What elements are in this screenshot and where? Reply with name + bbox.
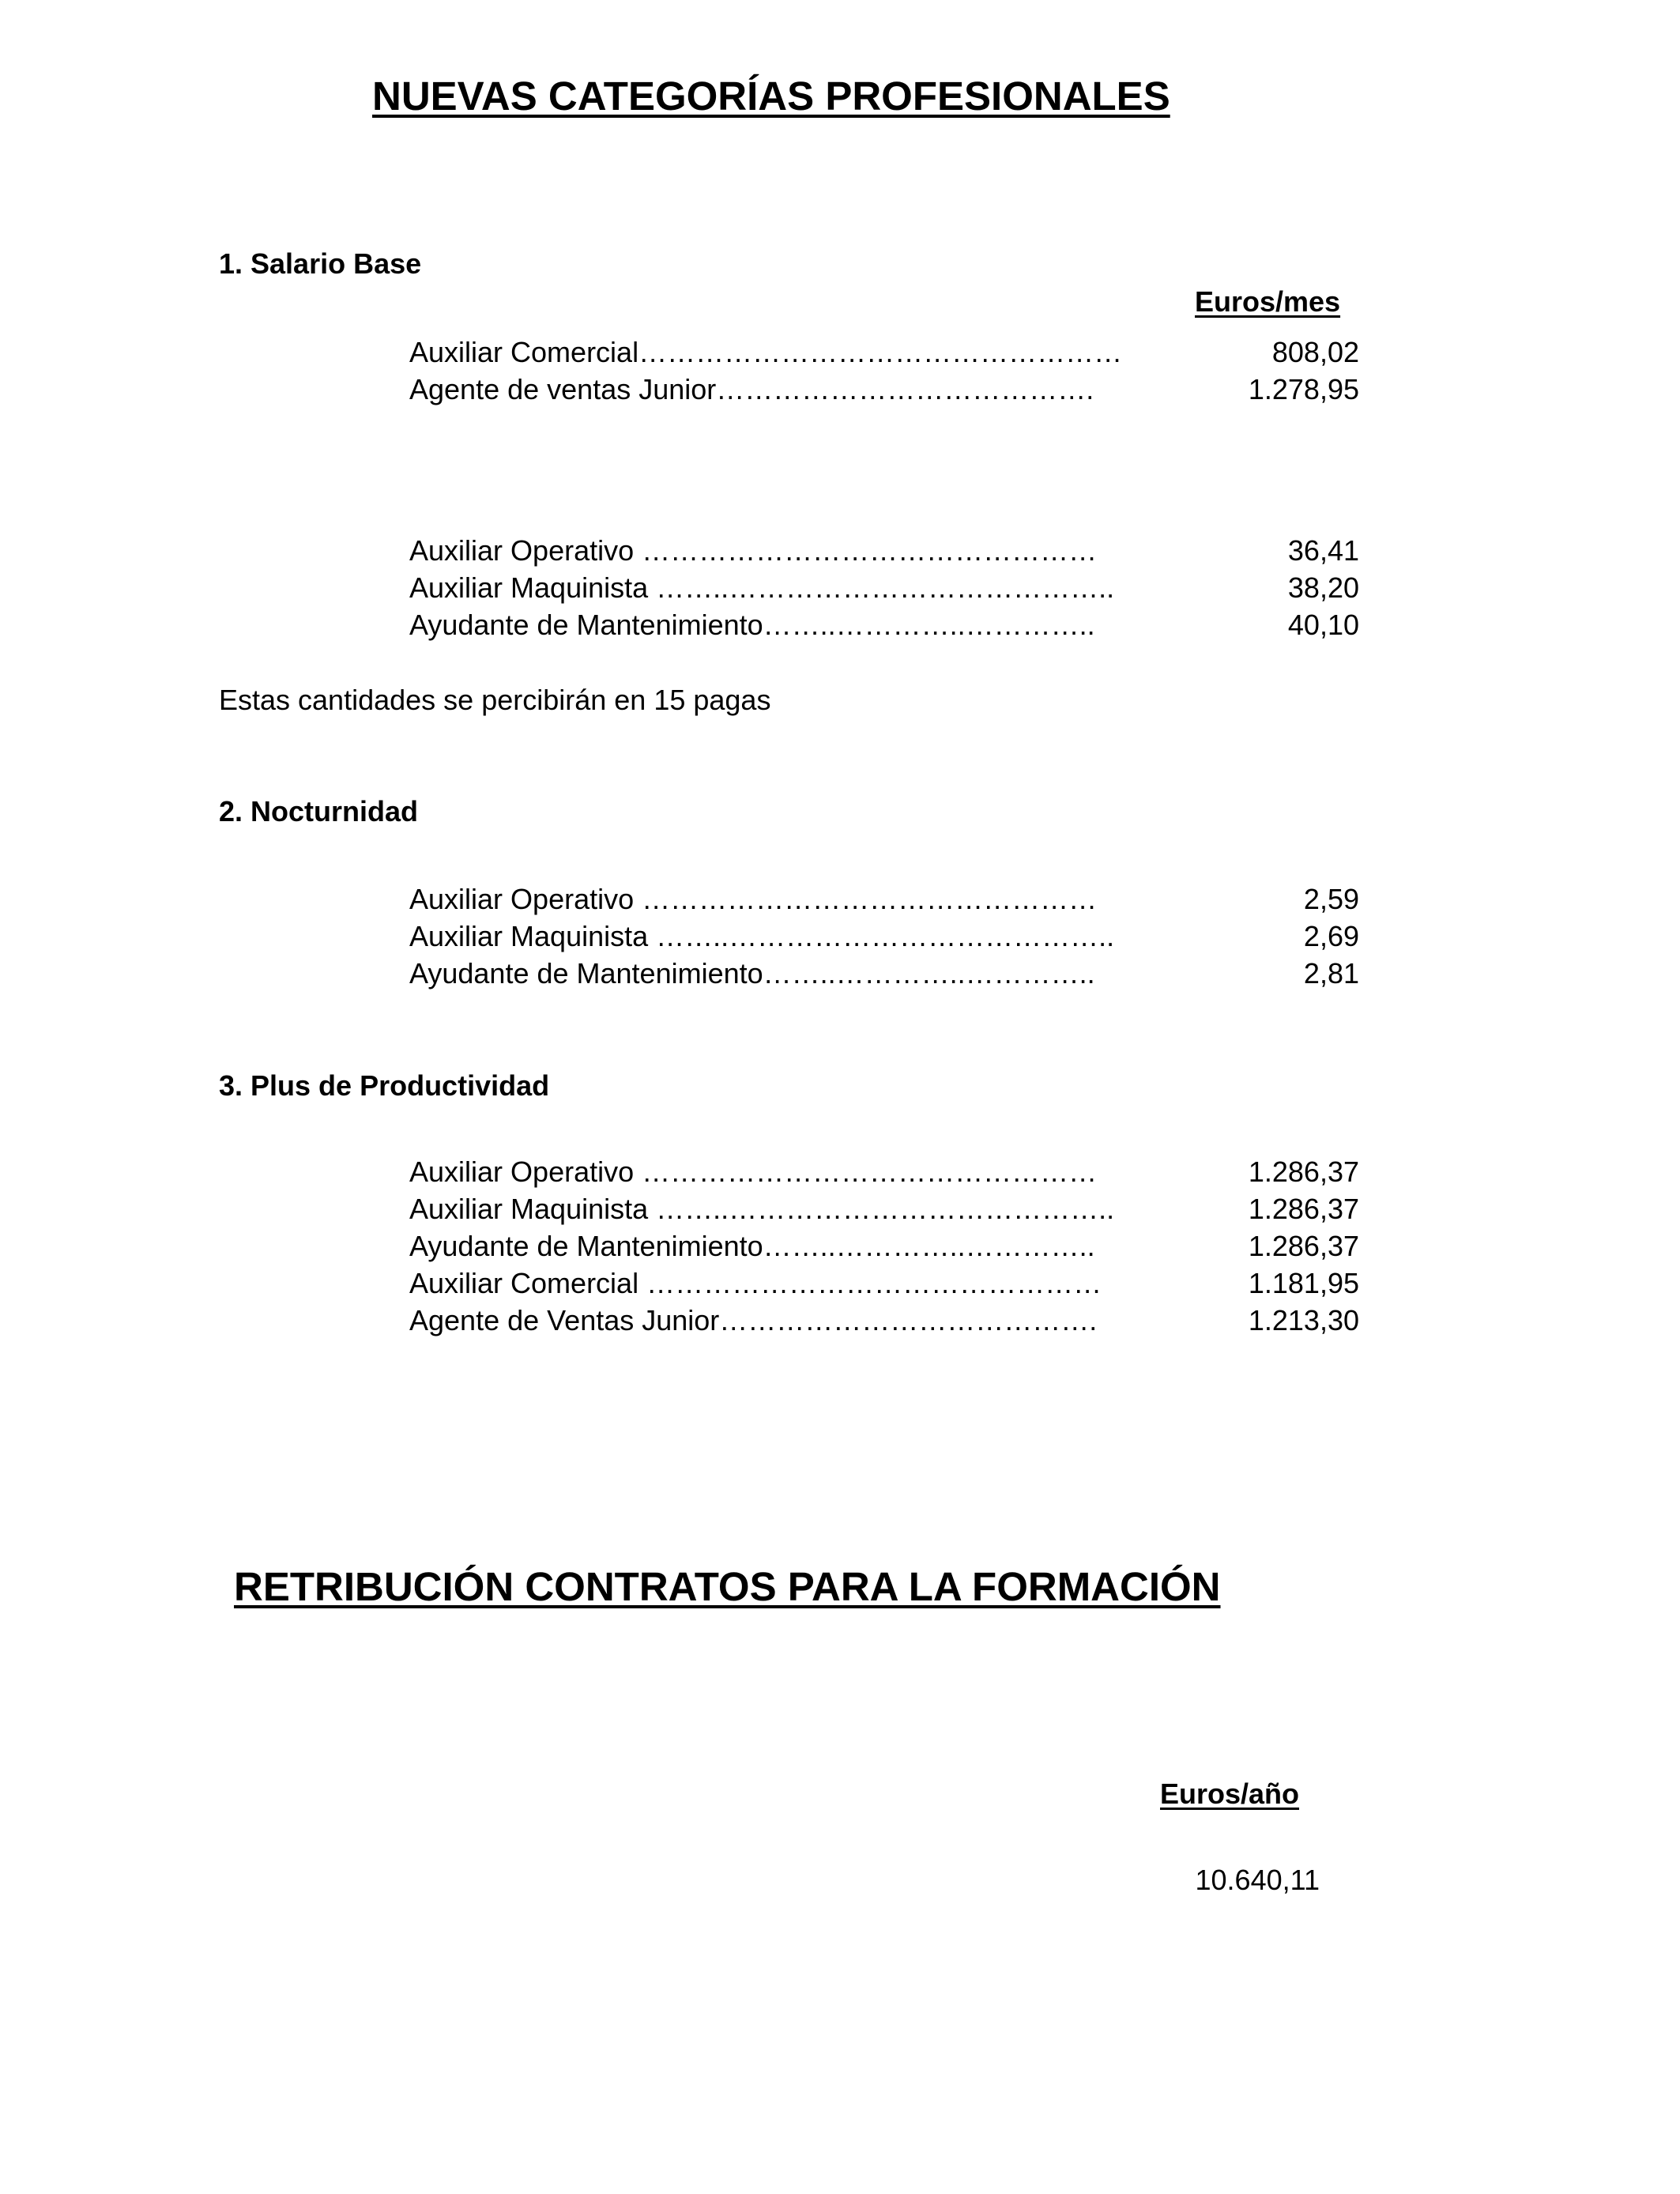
row-label: Ayudante de Mantenimiento……..…………..………….. xyxy=(409,1230,1095,1262)
note-pagas: Estas cantidades se percibirán en 15 pagas xyxy=(219,684,771,716)
row-value: 1.213,30 xyxy=(1248,1304,1359,1336)
row-value: 40,10 xyxy=(1287,609,1359,641)
row-value: 808,02 xyxy=(1271,336,1359,368)
row-label: Ayudante de Mantenimiento……..…………..………….. xyxy=(409,609,1095,641)
row-value: 1.278,95 xyxy=(1248,373,1359,405)
row-label: Auxiliar Operativo ………………………………………… xyxy=(409,883,1098,915)
row-label: Auxiliar Maquinista ……..………………………………….. xyxy=(409,1193,1115,1225)
row-value: 1.286,37 xyxy=(1248,1155,1359,1188)
section-heading-nocturnidad: 2. Nocturnidad xyxy=(219,795,419,827)
row-label: Agente de ventas Junior…………………………………. xyxy=(409,373,1094,405)
row-value: 36,41 xyxy=(1287,534,1359,567)
row-value: 1.181,95 xyxy=(1248,1267,1359,1299)
row-label: Auxiliar Comercial ………………………………………… xyxy=(409,1267,1102,1299)
row-value: 1.286,37 xyxy=(1248,1230,1359,1262)
row-label: Auxiliar Maquinista ……..………………………………….. xyxy=(409,920,1115,952)
formacion-title: RETRIBUCIÓN CONTRATOS PARA LA FORMACIÓN xyxy=(234,1564,1221,1609)
section-heading-salario-base: 1. Salario Base xyxy=(219,247,422,280)
page-title: NUEVAS CATEGORÍAS PROFESIONALES xyxy=(372,74,1170,119)
row-value: 38,20 xyxy=(1287,571,1359,604)
row-label: Auxiliar Maquinista ……..………………………………….. xyxy=(409,571,1115,604)
section-heading-plus-productividad: 3. Plus de Productividad xyxy=(219,1069,550,1102)
unit-label-euros-mes: Euros/mes xyxy=(1195,285,1341,318)
row-label: Auxiliar Operativo ………………………………………… xyxy=(409,1155,1098,1188)
formacion-value: 10.640,11 xyxy=(1195,1864,1320,1896)
row-label: Auxiliar Comercial…………………………………………… xyxy=(409,336,1123,368)
unit-label-euros-ano: Euros/año xyxy=(1160,1777,1300,1810)
row-label: Ayudante de Mantenimiento……..…………..………….. xyxy=(409,957,1095,990)
row-value: 1.286,37 xyxy=(1248,1193,1359,1225)
row-label: Auxiliar Operativo ………………………………………… xyxy=(409,534,1098,567)
row-value: 2,59 xyxy=(1303,883,1359,915)
row-value: 2,69 xyxy=(1303,920,1359,952)
row-label: Agente de Ventas Junior…………………………………. xyxy=(409,1304,1098,1336)
row-value: 2,81 xyxy=(1303,957,1359,990)
